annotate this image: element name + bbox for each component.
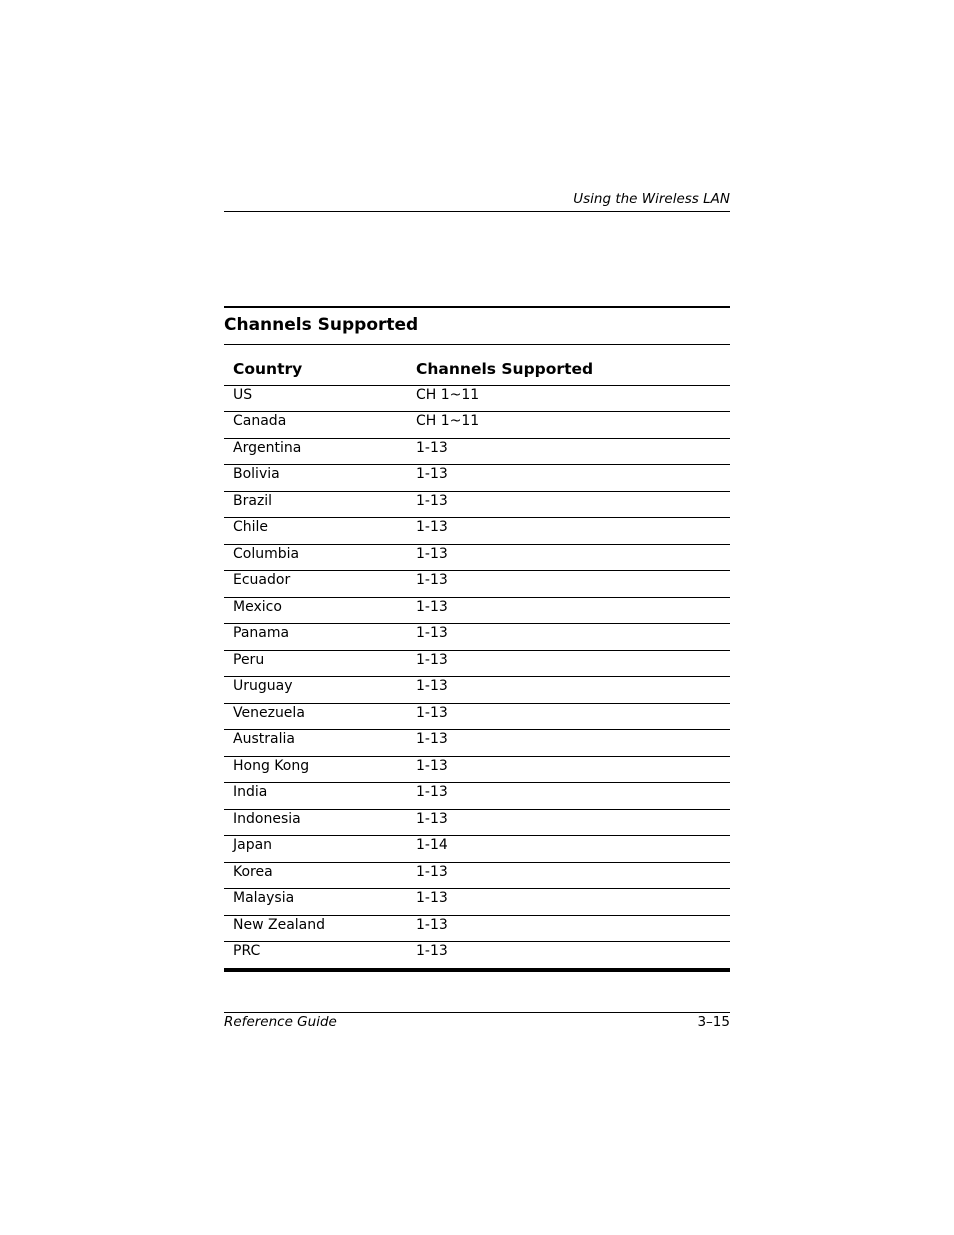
country-cell: Peru — [224, 650, 416, 677]
table-header-row — [224, 345, 730, 385]
column-header-channels: Channels Supported — [416, 345, 730, 385]
country-cell: Australia — [224, 730, 416, 757]
country-cell: Ecuador — [224, 571, 416, 598]
country-cell: Chile — [224, 518, 416, 545]
running-header: Using the Wireless LAN — [573, 191, 730, 207]
country-cell: Hong Kong — [224, 756, 416, 783]
country-cell: Korea — [224, 862, 416, 889]
table-body — [224, 385, 730, 970]
country-cell: US — [224, 385, 416, 412]
country-cell: Malaysia — [224, 889, 416, 916]
document-page — [224, 0, 730, 1235]
channels-cell: 1-13 — [416, 703, 730, 730]
channels-cell: 1-13 — [416, 915, 730, 942]
table-row — [224, 836, 730, 863]
table-row — [224, 703, 730, 730]
table-row — [224, 756, 730, 783]
channels-cell: 1-13 — [416, 756, 730, 783]
table-row — [224, 597, 730, 624]
table-row — [224, 544, 730, 571]
channels-cell: 1-13 — [416, 809, 730, 836]
table-row — [224, 624, 730, 651]
table-row — [224, 571, 730, 598]
table-row — [224, 730, 730, 757]
table-title-top-rule — [224, 306, 730, 308]
country-cell: Canada — [224, 412, 416, 439]
table-row — [224, 915, 730, 942]
channels-cell: 1-13 — [416, 730, 730, 757]
country-cell: Uruguay — [224, 677, 416, 704]
channels-cell: 1-13 — [416, 624, 730, 651]
country-cell: New Zealand — [224, 915, 416, 942]
page-number: 3–15 — [697, 1014, 730, 1030]
header-rule — [224, 211, 730, 212]
channels-cell: CH 1~11 — [416, 412, 730, 439]
channels-cell: 1-13 — [416, 518, 730, 545]
country-cell: Brazil — [224, 491, 416, 518]
channels-cell: 1-13 — [416, 677, 730, 704]
channels-cell: 1-13 — [416, 491, 730, 518]
table-row — [224, 889, 730, 916]
country-cell: Venezuela — [224, 703, 416, 730]
channels-cell: 1-13 — [416, 889, 730, 916]
table-row — [224, 465, 730, 492]
table-row — [224, 518, 730, 545]
country-cell: Argentina — [224, 438, 416, 465]
country-cell: Japan — [224, 836, 416, 863]
country-cell: Panama — [224, 624, 416, 651]
country-cell: India — [224, 783, 416, 810]
table-row — [224, 809, 730, 836]
channels-cell: CH 1~11 — [416, 385, 730, 412]
channels-cell: 1-13 — [416, 597, 730, 624]
column-header-country: Country — [224, 345, 416, 385]
table-row — [224, 783, 730, 810]
table-row — [224, 862, 730, 889]
country-cell: Columbia — [224, 544, 416, 571]
channels-cell: 1-13 — [416, 862, 730, 889]
channels-cell: 1-13 — [416, 571, 730, 598]
footer-rule — [224, 1012, 730, 1013]
table-row — [224, 677, 730, 704]
channels-cell: 1-13 — [416, 465, 730, 492]
country-cell: Mexico — [224, 597, 416, 624]
table-row — [224, 385, 730, 412]
table-row — [224, 650, 730, 677]
table-row — [224, 438, 730, 465]
channels-cell: 1-13 — [416, 650, 730, 677]
channels-cell: 1-13 — [416, 544, 730, 571]
country-cell: Indonesia — [224, 809, 416, 836]
table-row — [224, 491, 730, 518]
country-cell: Bolivia — [224, 465, 416, 492]
table-row — [224, 412, 730, 439]
channels-table-block — [224, 306, 730, 972]
channels-cell: 1-13 — [416, 438, 730, 465]
footer-guide-title: Reference Guide — [224, 1014, 337, 1030]
channels-table — [224, 345, 730, 972]
channels-cell: 1-13 — [416, 783, 730, 810]
table-title: Channels Supported — [224, 315, 419, 335]
table-row — [224, 942, 730, 970]
country-cell: PRC — [224, 942, 416, 970]
channels-cell: 1-14 — [416, 836, 730, 863]
channels-cell: 1-13 — [416, 942, 730, 970]
